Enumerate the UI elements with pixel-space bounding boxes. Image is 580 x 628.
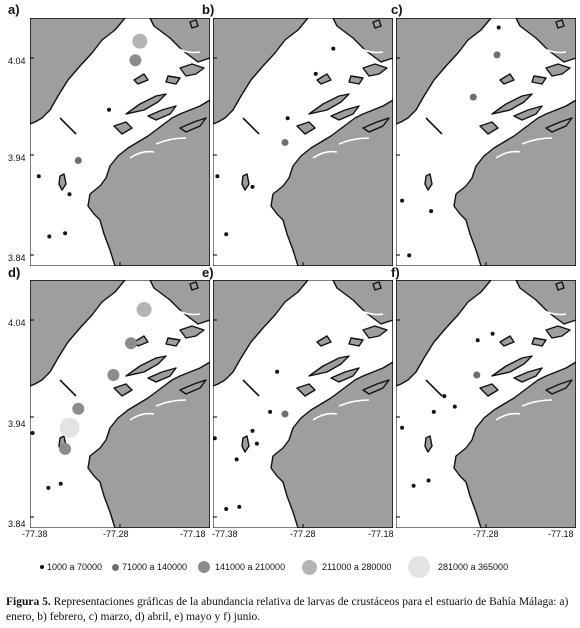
sample-point [400,199,404,203]
xtick-d-1: -77.38 [22,529,48,539]
xtick-e-1: -77.38 [212,529,238,539]
sample-point [60,418,80,438]
sample-point [215,174,219,178]
sample-point [125,337,137,349]
map-panel-f [396,280,576,528]
sample-point [37,174,41,178]
caption-figure-number: Figura 5. [6,596,51,608]
sample-point [75,157,82,164]
sample-point [72,403,84,415]
xtick-f-2: -77.28 [473,529,499,539]
ytick-bottom-2: 3.94 [8,419,26,429]
xtick-e-3: -77.18 [368,529,394,539]
map-c [396,18,576,266]
map-e [213,280,393,528]
sample-point [59,482,63,486]
legend-swatch-5 [408,556,430,578]
sample-point [268,410,272,414]
map-panel-e [213,280,393,528]
ytick-bottom-1: 4.04 [8,318,26,328]
sample-point [107,108,111,112]
ytick-top-3: 3.84 [8,253,26,263]
land-shape-12 [190,20,198,28]
sample-point [314,72,318,76]
sample-point [255,442,259,446]
ytick-top-2: 3.94 [8,153,26,163]
sample-point [432,410,436,414]
legend-item-2 [112,552,187,582]
panel-label-e: e) [202,265,214,280]
legend-label-5: 281000 a 365000 [438,562,509,572]
legend-swatch-1 [40,565,44,569]
sample-point [476,338,480,342]
land-shape-12 [373,20,381,28]
legend-label-1: 1000 a 70000 [47,562,103,572]
sample-point [473,372,480,379]
panel-label-a: a) [8,2,20,17]
map-panel-b [213,18,393,266]
map-panel-a [30,18,210,266]
land-shape-12 [373,282,381,290]
map-panel-d [30,280,210,528]
sample-point [251,429,255,433]
sample-point [31,431,35,435]
xtick-d-3: -77.18 [180,529,206,539]
sample-point [494,51,501,58]
sample-point [68,192,72,196]
sample-point [282,139,289,146]
ytick-bottom-3: 3.84 [8,519,26,529]
sample-point [491,332,495,336]
legend-label-2: 71000 a 140000 [122,562,188,572]
sample-point [59,443,71,455]
sample-point [400,426,404,430]
sample-point [497,26,501,30]
xtick-e-2: -77.28 [290,529,316,539]
sample-point [331,47,335,51]
sample-point [47,235,51,239]
land-shape-12 [556,20,564,28]
sample-point [137,302,152,317]
ytick-top-1: 4.04 [8,56,26,66]
sample-point [224,232,228,236]
legend-swatch-3 [198,561,210,573]
panel-label-c: c) [391,2,403,17]
sample-point [46,486,50,490]
land-shape-12 [190,282,198,290]
sample-point [442,394,446,398]
legend-item-3 [198,552,285,582]
legend-label-3: 141000 a 210000 [215,562,286,572]
sample-point [237,505,241,509]
panel-label-f: f) [391,265,400,280]
sample-point [235,457,239,461]
panel-label-b: b) [202,2,215,17]
sample-point [412,484,416,488]
map-panel-c [396,18,576,266]
map-a [30,18,210,266]
map-f [396,280,576,528]
sample-point [470,94,477,101]
sample-point [407,253,411,257]
legend-item-5 [408,552,508,582]
sample-point [427,479,431,483]
legend-swatch-2 [112,564,119,571]
legend-swatch-4 [302,560,317,575]
sample-point [275,370,279,374]
sample-point [129,54,141,66]
sample-point [224,507,228,511]
sample-point [107,369,119,381]
map-d [30,280,210,528]
sample-point [63,231,67,235]
land-shape-12 [556,282,564,290]
panel-label-d: d) [8,265,21,280]
legend-item-4 [302,552,391,582]
legend-label-4: 211000 a 280000 [322,562,392,572]
sample-point [429,209,433,213]
figure-caption [6,595,576,625]
sample-point [132,34,147,49]
sample-point [286,116,290,120]
sample-point [251,185,255,189]
map-b [213,18,393,266]
xtick-d-2: -77.28 [103,529,129,539]
legend-item-1 [40,552,102,582]
sample-point [453,405,457,409]
sample-point [282,411,289,418]
legend [30,552,570,582]
caption-text: Representaciones gráficas de la abundancia relativa de larvas de crustáceos para el estuario de Bahía Málaga: a) enero, b) febrero, c) marzo, d) abril, e) mayo y f) junio. [6,596,569,623]
xtick-f-3: -77.18 [548,529,574,539]
